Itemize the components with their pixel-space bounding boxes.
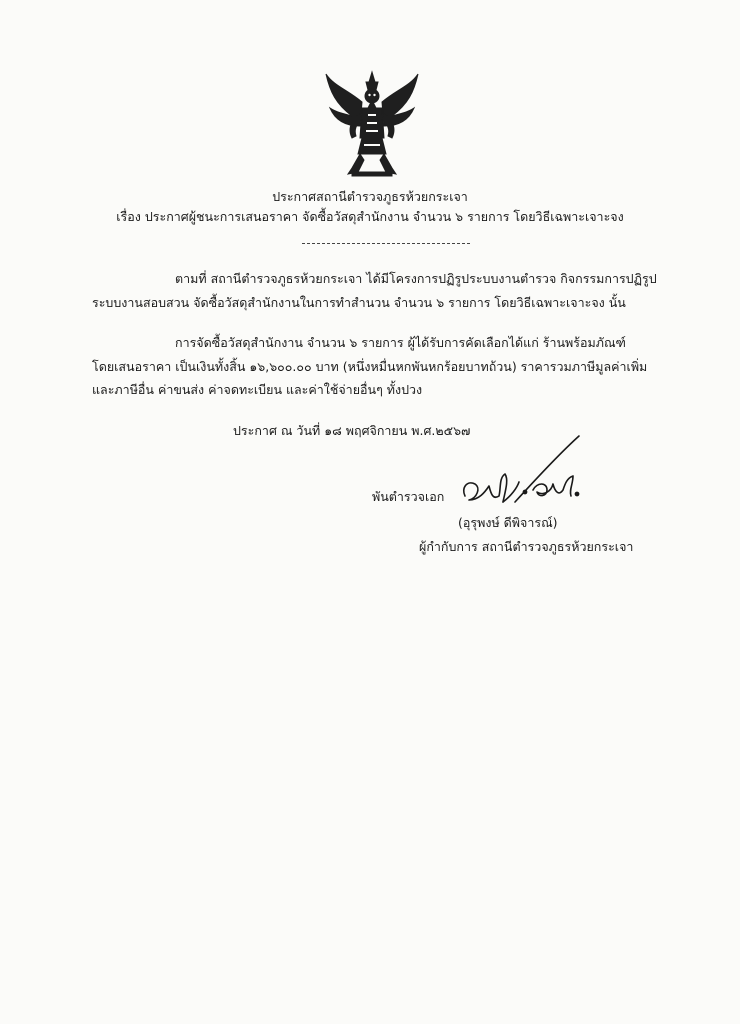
- document-subject: เรื่อง ประกาศผู้ชนะการเสนอราคา จัดซื้อวัสดุสำนักงาน จำนวน ๖ รายการ โดยวิธีเฉพาะเจาะจง: [116, 209, 624, 224]
- paragraph-2-line-2: โดยเสนอราคา เป็นเงินทั้งสิ้น ๑๖,๖๐๐.๐๐ บาท (หนึ่งหมื่นหกพันหกร้อยบาทถ้วน) ราคารวมภาษีมูลค่าเพิ่ม: [92, 359, 648, 374]
- title-divider: [302, 243, 470, 244]
- signer-position: ผู้กำกับการ สถานีตำรวจภูธรห้วยกระเจา: [419, 539, 634, 554]
- signer-rank: พันตำรวจเอก: [372, 489, 445, 504]
- paragraph-1-line-2: ระบบงานสอบสวน จัดซื้อวัสดุสำนักงานในการทำสำนวน จำนวน ๖ รายการ โดยวิธีเฉพาะเจาะจง นั้น: [92, 295, 626, 310]
- handwritten-signature: [455, 430, 590, 515]
- document-title: ประกาศสถานีตำรวจภูธรห้วยกระเจา: [272, 189, 468, 204]
- garuda-emblem-icon: [322, 68, 422, 178]
- paragraph-2-line-1: การจัดซื้อวัสดุสำนักงาน จำนวน ๖ รายการ ผู้ได้รับการคัดเลือกได้แก่ ร้านพร้อมภัณฑ์: [175, 335, 626, 350]
- paragraph-1-line-1: ตามที่ สถานีตำรวจภูธรห้วยกระเจา ได้มีโครงการปฏิรูประบบงานตำรวจ กิจกรรมการปฏิรูป: [175, 271, 657, 286]
- signer-name: (อุรุพงษ์ ดีพิจารณ์): [458, 515, 558, 530]
- paragraph-2-line-3: และภาษีอื่น ค่าขนส่ง ค่าจดทะเบียน และค่าใช้จ่ายอื่นๆ ทั้งปวง: [92, 382, 423, 397]
- announcement-date: ประกาศ ณ วันที่ ๑๘ พฤศจิกายน พ.ศ.๒๕๖๗: [233, 423, 471, 438]
